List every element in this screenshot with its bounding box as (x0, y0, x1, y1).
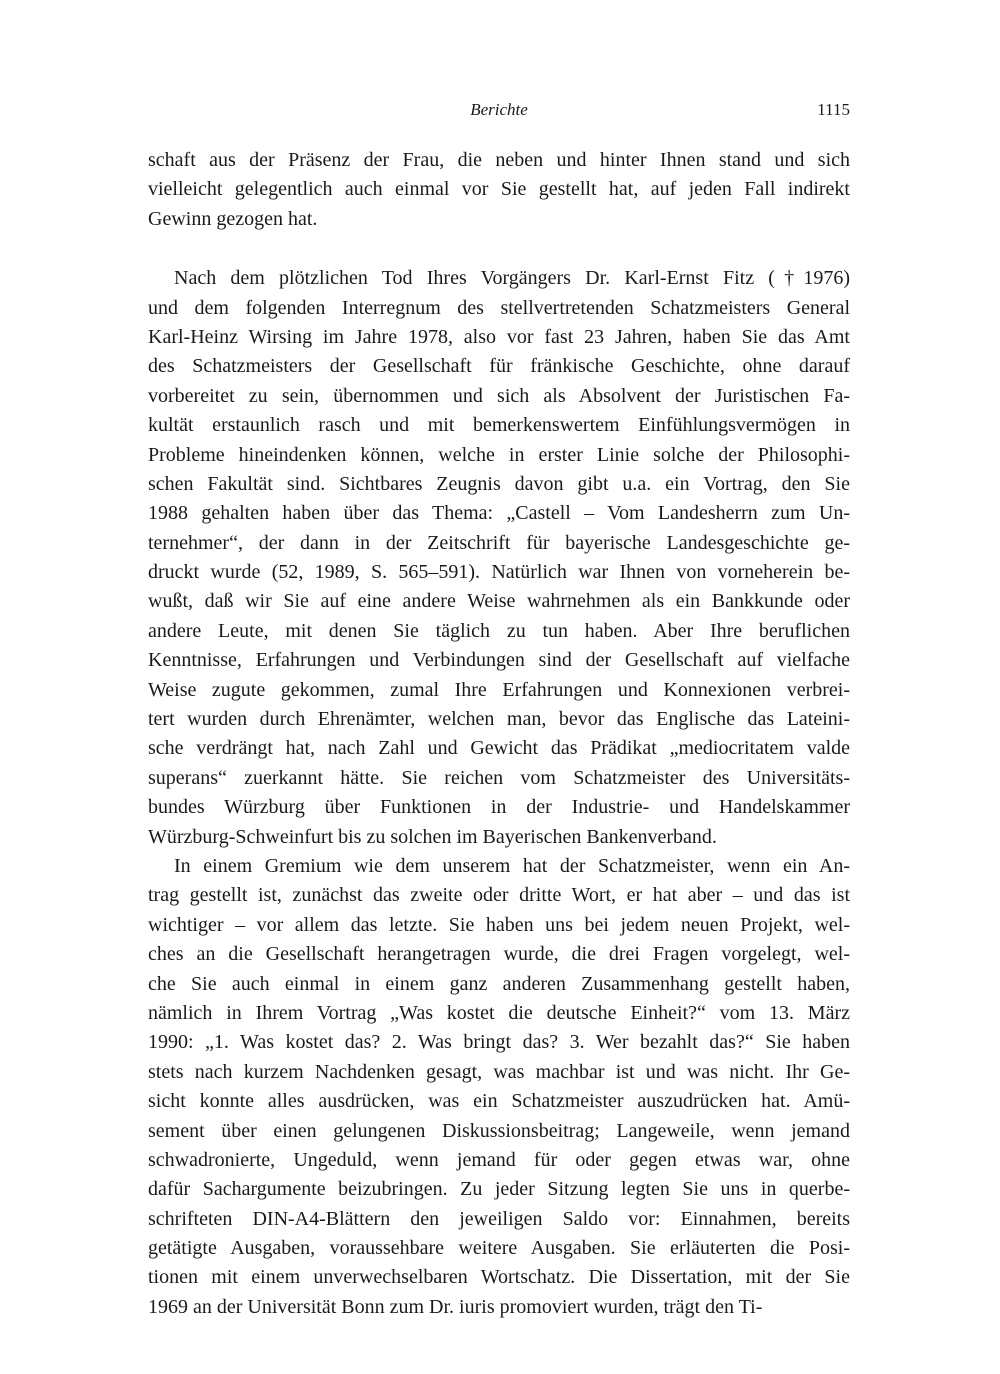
text-line: bundes Würzburg über Funktionen in der Industrie- und Handelskammer (148, 796, 850, 819)
text-line: druckt wurde (52, 1989, S. 565–591). Natürlich war Ihnen von vorneherein be- (148, 561, 850, 584)
text-line: 1990: „1. Was kostet das? 2. Was bringt das? 3. Wer bezahlt das?“ Sie haben (148, 1031, 850, 1054)
text-line: sicht konnte alles ausdrücken, was ein Schatzmeister auszudrücken hat. Amü- (148, 1090, 850, 1113)
body-text (148, 146, 850, 1322)
text-line: stets nach kurzem Nachdenken gesagt, was machbar ist und was nicht. Ihr Ge- (148, 1060, 850, 1083)
text-line: vielleicht gelegentlich auch einmal vor Sie gestellt hat, auf jeden Fall indirekt (148, 178, 850, 201)
text-line: trag gestellt ist, zunächst das zweite oder dritte Wort, er hat aber – und das ist (148, 884, 850, 907)
paragraph-gap (148, 234, 850, 264)
text-line: des Schatzmeisters der Gesellschaft für fränkische Geschichte, ohne darauf (148, 355, 850, 378)
text-line: dafür Sachargumente beizubringen. Zu jeder Sitzung legten Sie uns in querbe- (148, 1178, 850, 1201)
text-line: andere Leute, mit denen Sie täglich zu tun haben. Aber Ihre beruflichen (148, 619, 850, 642)
text-line: 1988 gehalten haben über das Thema: „Castell – Vom Landesherrn zum Un- (148, 502, 850, 525)
text-line: Würzburg-Schweinfurt bis zu solchen im Bayerischen Bankenverband. (148, 825, 717, 848)
text-line: und dem folgenden Interregnum des stellvertretenden Schatzmeisters General (148, 296, 850, 319)
text-line: schwadronierte, Ungeduld, wenn jemand für oder gegen etwas war, ohne (148, 1148, 850, 1171)
paragraph (148, 146, 850, 234)
text-line: sement über einen gelungenen Diskussionsbeitrag; Langeweile, wenn jemand (148, 1119, 850, 1142)
text-line: tert wurden durch Ehrenämter, welchen man, bevor das Englische das Lateini- (148, 708, 850, 731)
text-line: che Sie auch einmal in einem ganz anderen Zusammenhang gestellt haben, (148, 972, 850, 995)
text-line: wußt, daß wir Sie auf eine andere Weise wahrnehmen als ein Bankkunde oder (148, 590, 850, 613)
text-line: Karl-Heinz Wirsing im Jahre 1978, also vor fast 23 Jahren, haben Sie das Amt (148, 325, 850, 348)
text-line: Gewinn gezogen hat. (148, 207, 318, 230)
text-line: vorbereitet zu sein, übernommen und sich als Absolvent der Juristischen Fa- (148, 384, 850, 407)
text-line: schrifteten DIN-A4-Blättern den jeweiligen Saldo vor: Einnahmen, bereits (148, 1207, 850, 1230)
paragraph (148, 264, 850, 852)
text-line: ches an die Gesellschaft herangetragen wurde, die drei Fragen vorgelegt, wel- (148, 943, 850, 966)
text-line: ternehmer“, der dann in der Zeitschrift für bayerische Landesgeschichte ge- (148, 531, 850, 554)
text-line: tionen mit einem unverwechselbaren Wortschatz. Die Dissertation, mit der Sie (148, 1266, 850, 1289)
text-line: schaft aus der Präsenz der Frau, die neben und hinter Ihnen stand und sich (148, 149, 850, 171)
text-line: Kenntnisse, Erfahrungen und Verbindungen sind der Gesellschaft auf vielfache (148, 649, 850, 672)
text-line: kultät erstaunlich rasch und mit bemerkenswertem Einfühlungsvermögen in (148, 414, 850, 437)
text-line: wichtiger – vor allem das letzte. Sie haben uns bei jedem neuen Projekt, wel- (148, 913, 850, 936)
text-line: In einem Gremium wie dem unserem hat der Schatzmeister, wenn ein An- (174, 854, 850, 877)
running-head (148, 100, 850, 124)
text-line: nämlich in Ihrem Vortrag „Was kostet die deutsche Einheit?“ vom 13. März (148, 1001, 850, 1024)
text-line: Nach dem plötzlichen Tod Ihres Vorgängers Dr. Karl-Ernst Fitz (†1976) (174, 267, 850, 290)
text-line: Weise zugute gekommen, zumal Ihre Erfahrungen und Konnexionen verbrei- (148, 678, 850, 701)
text-line: schen Fakultät sind. Sichtbares Zeugnis davon gibt u.a. ein Vortrag, den Sie (148, 472, 850, 495)
text-line: sche verdrängt hat, nach Zahl und Gewicht das Prädikat „mediocritatem valde (148, 737, 850, 760)
text-line: 1969 an der Universität Bonn zum Dr. iuris promoviert wurden, trägt den Ti- (148, 1295, 763, 1318)
text-line: Probleme hineindenken können, welche in erster Linie solche der Philosophi- (148, 443, 850, 466)
text-line: superans“ zuerkannt hätte. Sie reichen vom Schatzmeister des Universitäts- (148, 766, 850, 789)
paragraph (148, 852, 850, 1322)
page-number: 1115 (817, 100, 850, 119)
text-line: getätigte Ausgaben, voraussehbare weitere Ausgaben. Sie erläuterten die Posi- (148, 1237, 850, 1260)
running-title: Berichte (470, 100, 528, 119)
